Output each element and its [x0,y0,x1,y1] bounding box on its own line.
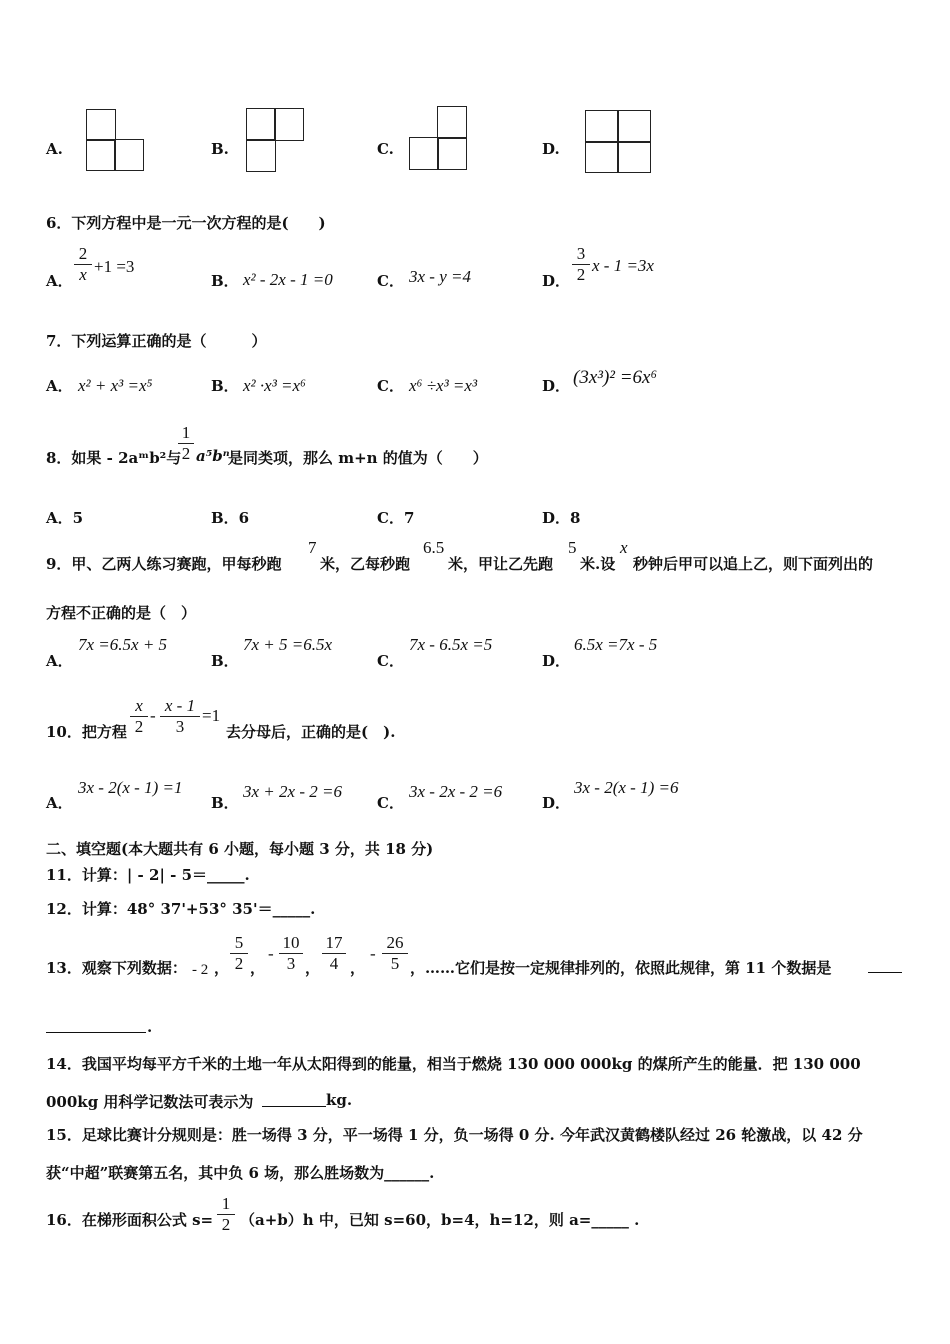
q7-option-b-label: B． [211,377,239,395]
q12: 12．计算：48° 37'+53° 35'＝_____. [46,900,316,918]
q9-option-c-label: C． [377,652,404,670]
q13-prefix: 13．观察下列数据： [46,959,187,977]
q10-equals: =1 [202,706,221,725]
q10-minus: - [150,706,156,725]
q7-option-d-expr: (3x³)² =6x⁶ [573,367,658,388]
q16-fraction: $\frac{1}{2}$ [217,1194,235,1235]
q10-option-b-expr: 3x + 2x - 2 =6 [243,782,342,801]
q9-option-a-label: A． [46,652,73,670]
section-2-heading: 二、填空题(本大题共有 6 小题，每小题 3 分，共 18 分) [46,840,434,858]
q14-line1: 14．我国平均每平方千米的土地一年从太阳得到的能量，相当于燃烧 130 000 000kg 的煤所产生的能量．把 130 000 [46,1055,861,1073]
q10-option-d-label: D． [542,794,571,812]
q6-d-fraction: $\frac{3}{2}$ [572,244,590,285]
q16-suffix: （a+b）h 中，已知 s=60，b=4，h=12，则 a=_____ . [240,1211,640,1229]
q8-option-c: C．7 [377,509,415,527]
q7-option-b-expr: x² ·x³ =x⁶ [243,376,306,395]
q5-option-c-label: C. [377,140,394,158]
q6-option-c-expr: 3x - y =4 [409,267,471,286]
q6-option-a-label: A． [46,272,73,290]
q5-option-d-label: D. [542,140,560,158]
q14-line2b: kg. [326,1091,353,1109]
q13-term-2: $\frac{5}{2}$ [230,933,248,974]
q14-answer-blank [262,1106,326,1107]
q5-option-b-label: B. [211,140,229,158]
q10-option-a-expr: 3x - 2(x - 1) =1 [78,778,183,797]
q10-suffix: 去分母后，正确的是( ). [226,723,396,741]
q6-option-b-label: B． [211,272,239,290]
q8-prefix: 8．如果 - 2aᵐb²与 [46,449,182,467]
q13-term-1: - 2 [192,962,209,978]
q13-answer-blank-1 [868,972,902,973]
q6-a-tail: +1 =3 [94,257,135,276]
q13-suffix: ，……它们是按一定规律排列的，依照此规律，第 11 个数据是 [410,959,832,977]
q10-fraction-1: $\frac{x}{2}$ [130,696,148,737]
q6-option-b-expr: x² - 2x - 1 =0 [243,270,333,289]
q14-line2a: 000kg 用科学记数法可表示为 [46,1093,254,1111]
q6-option-c-label: C． [377,272,404,290]
q9-stem-line2: 方程不正确的是（ ） [46,604,197,622]
q13-term-5: $\frac{26}{5}$ [382,933,408,974]
q13-end: . [147,1018,153,1036]
q10-option-a-label: A． [46,794,73,812]
q10-option-b-label: B． [211,794,239,812]
q15-line1: 15．足球比赛计分规则是：胜一场得 3 分，平一场得 1 分，负一场得 0 分. 今年武汉黄鹤楼队经过 26 轮激战，以 42 分 [46,1126,863,1144]
q8-suffix: 是同类项，那么 m+n 的值为（ ） [228,449,488,467]
q11: 11．计算：| - 2| - 5＝_____. [46,866,250,884]
q15-line2: 获“中超”联赛第五名，其中负 6 场，那么胜场数为______. [46,1164,435,1182]
q13-term-3: $\frac{10}{3}$ [279,933,303,974]
q7-stem: 7．下列运算正确的是（ ） [46,332,267,350]
q9-option-c-expr: 7x - 6.5x =5 [409,635,493,654]
q9-option-b-expr: 7x + 5 =6.5x [243,635,333,654]
q10-option-c-label: C． [377,794,404,812]
q6-stem: 6．下列方程中是一元一次方程的是( ) [46,214,326,232]
q9-option-b-label: B． [211,652,239,670]
q7-option-a-label: A． [46,377,73,395]
q7-option-a-expr: x² + x³ =x⁵ [78,376,153,395]
q8-option-d: D．8 [542,509,581,527]
q9-option-d-label: D． [542,652,571,670]
q8-option-b: B．6 [211,509,250,527]
q8-option-a: A．5 [46,509,84,527]
q6-a-fraction: $\frac{2}{x}$ [74,244,92,285]
q8-expr: a⁵bⁿ [196,447,230,465]
q9-option-a-expr: 7x =6.5x + 5 [78,635,168,654]
q6-d-tail: x - 1 =3x [592,256,654,275]
q10-option-c-expr: 3x - 2x - 2 =6 [409,782,503,801]
q10-prefix: 10．把方程 [46,723,127,741]
q10-option-d-expr: 3x - 2(x - 1) =6 [574,778,679,797]
q8-fraction: $\frac{1}{2}$ [178,423,194,464]
q7-option-c-expr: x⁶ ÷x³ =x³ [409,376,478,395]
q13-term-4: $\frac{17}{4}$ [322,933,346,974]
q10-fraction-2: $\frac{x - 1}{3}$ [160,696,200,737]
q7-option-d-label: D． [542,377,571,395]
q16-prefix: 16．在梯形面积公式 s= [46,1211,214,1229]
q5-option-a-label: A. [46,140,63,158]
q7-option-c-label: C． [377,377,404,395]
q13-answer-blank-2 [46,1032,146,1033]
q6-option-d-label: D． [542,272,571,290]
q9-option-d-expr: 6.5x =7x - 5 [574,635,658,654]
